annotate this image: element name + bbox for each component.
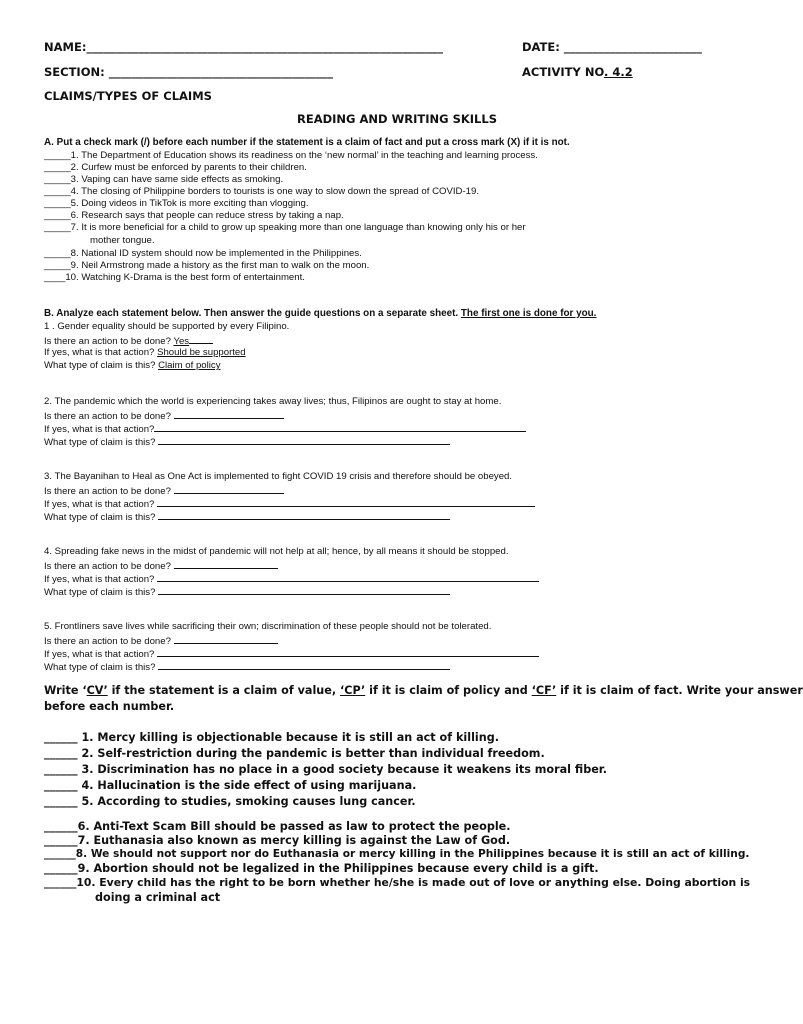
list-item: ______8. We should not support nor do Euthanasia or mercy killing in the Philippines because it is still an act of killing. [44, 848, 750, 860]
list-item: _____7. It is more beneficial for a child to grow up speaking more than one language than knowing only his or her [44, 222, 526, 233]
example-statement: 1 . Gender equality should be supported by every Filipino. [44, 321, 290, 332]
question-claim-type: What type of claim is this? [44, 585, 450, 598]
topic-title: CLAIMS/TYPES OF CLAIMS [44, 89, 212, 103]
answer-line[interactable] [158, 510, 450, 520]
list-item: _____1. The Department of Education shows its readiness on the ‘new normal’ in the teaching and learning process. [44, 150, 538, 161]
answer-line[interactable] [158, 435, 450, 445]
question-claim-type: What type of claim is this? [44, 660, 450, 673]
list-item: ______7. Euthanasia also known as mercy killing is against the Law of God. [44, 834, 511, 847]
list-item: ______ 1. Mercy killing is objectionable because it is still an act of killing. [44, 731, 499, 744]
statement: 3. The Bayanihan to Heal as One Act is implemented to fight COVID 19 crisis and therefore should be obeyed. [44, 471, 513, 482]
question-what-action: If yes, what is that action? [44, 572, 539, 585]
section-label: SECTION: _______________________________________ [44, 65, 333, 79]
part-c-instruction: Write ‘CV’ if the statement is a claim of value, ‘CP’ if it is claim of policy and ‘CF’ if it is claim of fact. Write your answer [44, 684, 803, 697]
list-item: ______ 5. According to studies, smoking causes lung cancer. [44, 795, 416, 808]
list-item: ______6. Anti-Text Scam Bill should be passed as law to protect the people. [44, 820, 511, 833]
name-label: NAME:______________________________________________________________ [44, 40, 443, 54]
question-action: Is there an action to be done? Yes [44, 334, 213, 347]
subject-title: READING AND WRITING SKILLS [297, 112, 497, 126]
list-item: ______ 3. Discrimination has no place in a good society because it weakens its moral fiber. [44, 763, 607, 776]
question-claim-type: What type of claim is this? Claim of policy [44, 360, 221, 371]
list-item: ______9. Abortion should not be legalized in the Philippines because every child is a gift. [44, 862, 599, 875]
part-a-instruction: A. Put a check mark (/) before each number if the statement is a claim of fact and put a cross mark (X) if it is not. [44, 137, 570, 148]
question-what-action: If yes, what is that action? [44, 647, 539, 660]
list-item: _____4. The closing of Philippine borders to tourists is one way to slow down the spread of COVID-19. [44, 186, 479, 197]
list-item: ____10. Watching K-Drama is the best form of entertainment. [44, 272, 305, 283]
answer-line[interactable] [158, 660, 450, 670]
list-item: ______ 4. Hallucination is the side effect of using marijuana. [44, 779, 417, 792]
list-item: ______10. Every child has the right to be born whether he/she is made out of love or anything else. Doing abortion is [44, 876, 751, 889]
activity-label: ACTIVITY NO. 4.2 [522, 65, 633, 79]
question-what-action: If yes, what is that action? [44, 497, 535, 510]
section-blank[interactable]: _______________________________________ [108, 65, 333, 79]
list-item: _____9. Neil Armstrong made a history as the first man to walk on the moon. [44, 260, 370, 271]
answer-line[interactable] [174, 409, 284, 419]
statement: 5. Frontliners save lives while sacrificing their own; discrimination of these people should not be tolerated. [44, 621, 492, 632]
question-claim-type: What type of claim is this? [44, 510, 450, 523]
list-item: _____2. Curfew must be enforced by parents to their children. [44, 162, 307, 173]
list-item: _____6. Research says that people can reduce stress by taking a nap. [44, 210, 344, 221]
answer-line[interactable] [157, 647, 539, 657]
answer-line[interactable] [174, 634, 278, 644]
statement: 2. The pandemic which the world is experiencing takes away lives; thus, Filipinos are ought to stay at home. [44, 396, 502, 407]
name-blank[interactable]: ______________________________________________________________ [86, 40, 443, 54]
date-blank[interactable]: ________________________ [563, 40, 702, 54]
date-label: DATE: ________________________ [522, 40, 702, 54]
statement: 4. Spreading fake news in the midst of pandemic will not help at all; hence, by all means it should be stopped. [44, 546, 509, 557]
answer-line[interactable] [154, 422, 526, 432]
answer-line[interactable] [174, 484, 284, 494]
answer-line[interactable] [157, 572, 539, 582]
example-answer-2: Should be supported [157, 347, 246, 358]
question-action: Is there an action to be done? [44, 409, 284, 422]
part-b-instruction: B. Analyze each statement below. Then answer the guide questions on a separate sheet. The first one is done for you. [44, 308, 597, 319]
part-b-note: The first one is done for you. [460, 308, 597, 319]
answer-line[interactable] [174, 559, 278, 569]
part-c-instruction-cont: before each number. [44, 700, 175, 713]
question-action: Is there an action to be done? [44, 634, 278, 647]
list-item: _____3. Vaping can have same side effects as smoking. [44, 174, 284, 185]
question-what-action: If yes, what is that action? Should be supported [44, 347, 246, 358]
example-answer-1: Yes [173, 336, 190, 347]
example-answer-3: Claim of policy [158, 360, 221, 371]
list-item: _____5. Doing videos in TikTok is more exciting than vlogging. [44, 198, 309, 209]
answer-line[interactable] [157, 497, 535, 507]
list-item-continued: mother tongue. [90, 235, 155, 246]
list-item: ______ 2. Self-restriction during the pandemic is better than individual freedom. [44, 747, 545, 760]
activity-number: . 4.2 [603, 65, 633, 79]
question-action: Is there an action to be done? [44, 484, 284, 497]
question-claim-type: What type of claim is this? [44, 435, 450, 448]
list-item: _____8. National ID system should now be implemented in the Philippines. [44, 248, 362, 259]
answer-line[interactable] [158, 585, 450, 595]
question-what-action: If yes, what is that action? [44, 422, 526, 435]
question-action: Is there an action to be done? [44, 559, 278, 572]
list-item-continued: doing a criminal act [95, 891, 221, 904]
